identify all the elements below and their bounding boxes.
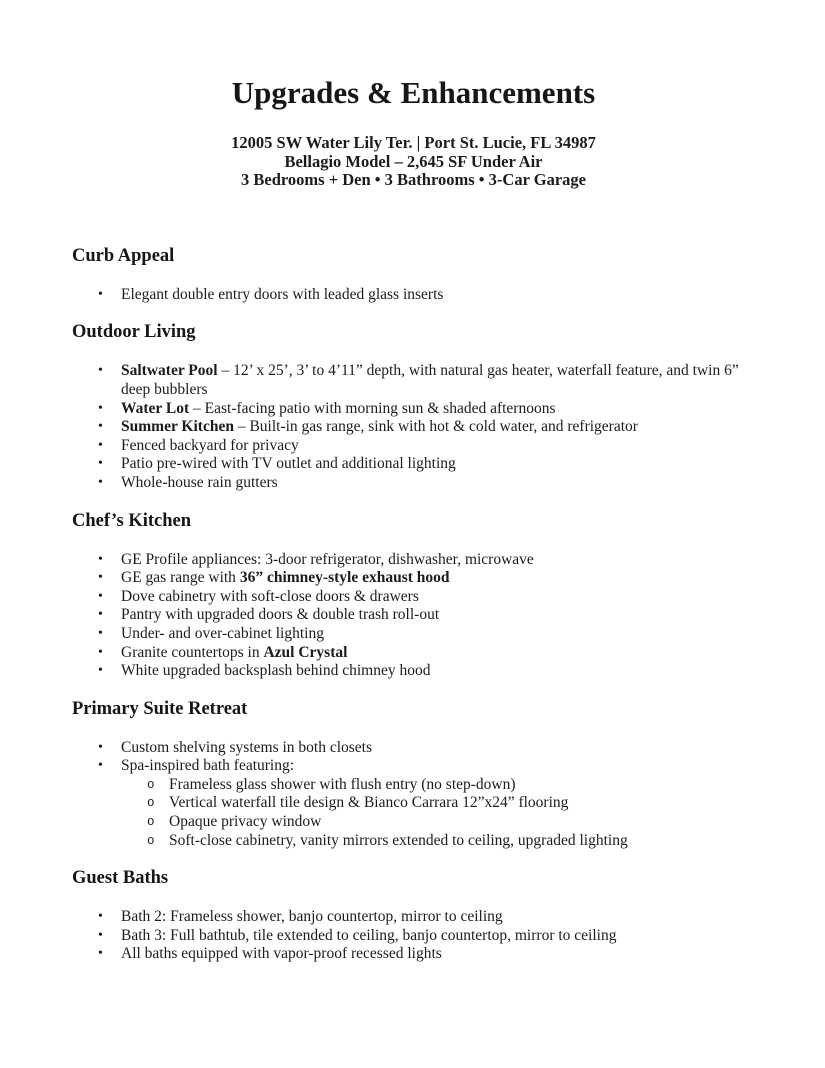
bullet-item xyxy=(72,644,755,663)
bullet-item xyxy=(72,832,755,851)
bullet-item xyxy=(72,757,755,776)
bullet-text xyxy=(121,908,503,925)
text-run: Bath 2: Frameless shower, banjo countertop, mirror to ceiling xyxy=(121,908,503,926)
bullet-dot-marker: • xyxy=(98,927,103,943)
bullet-dot-marker: • xyxy=(98,286,103,302)
bullet-text xyxy=(121,739,372,756)
bullet-text xyxy=(121,437,299,454)
bullet-dot-marker: • xyxy=(98,474,103,490)
bullet-item xyxy=(72,400,755,419)
bullet-circle-marker: o xyxy=(147,815,155,830)
text-run: Opaque privacy window xyxy=(169,813,322,831)
section xyxy=(72,868,755,964)
text-run: Bath 3: Full bathtub, tile extended to ceiling, banjo countertop, mirror to ceiling xyxy=(121,926,617,944)
bullet-item xyxy=(72,418,755,437)
bullet-circle-marker: o xyxy=(147,833,155,848)
bullet-text xyxy=(121,606,439,623)
bold-run: Azul Crystal xyxy=(263,643,348,661)
bullet-text xyxy=(169,794,568,811)
subtitle-line: 3 Bedrooms + Den • 3 Bathrooms • 3-Car Garage xyxy=(241,170,586,190)
bullet-item xyxy=(72,625,755,644)
bullet-dot-marker: • xyxy=(98,456,103,472)
bullet-dot-marker: • xyxy=(98,588,103,604)
bullet-text xyxy=(121,588,419,605)
text-run: – Built-in gas range, sink with hot & cold water, and refrigerator xyxy=(233,418,638,436)
text-run: Soft-close cabinetry, vanity mirrors extended to ceiling, upgraded lighting xyxy=(169,831,628,849)
bullet-dot-marker: • xyxy=(98,607,103,623)
bullet-dot-marker: • xyxy=(98,739,103,755)
bullet-text xyxy=(121,927,616,944)
section xyxy=(72,246,755,305)
bullet-dot-marker: • xyxy=(98,946,103,962)
bullet-text xyxy=(121,400,556,417)
bullet-text xyxy=(121,569,450,586)
bullet-circle-marker: o xyxy=(147,777,155,792)
subtitle-line: Bellagio Model – 2,645 SF Under Air xyxy=(284,151,543,171)
bullet-text xyxy=(121,418,638,435)
text-run: – 12’ x 25’, 3’ to 4’11” depth, with natural gas heater, waterfall feature, and twin 6” deep bubblers xyxy=(121,362,739,398)
bullet-dot-marker: • xyxy=(98,419,103,435)
bullet-dot-marker: • xyxy=(98,625,103,641)
section-heading: Outdoor Living xyxy=(72,322,196,343)
bullet-item xyxy=(72,551,755,570)
bullet-item xyxy=(72,588,755,607)
subtitle-line: 12005 SW Water Lily Ter. | Port St. Lucie, FL 34987 xyxy=(231,133,596,152)
section-heading: Curb Appeal xyxy=(72,245,175,266)
text-run: Custom shelving systems in both closets xyxy=(121,738,373,756)
bullet-text xyxy=(121,474,278,491)
bullet-text xyxy=(121,662,431,679)
text-run: Under- and over-cabinet lighting xyxy=(121,624,324,642)
bullet-list xyxy=(72,362,755,492)
bullet-text xyxy=(169,776,516,793)
bullet-item xyxy=(72,362,755,399)
bold-run: 36” chimney-style exhaust hood xyxy=(239,569,450,587)
bullet-dot-marker: • xyxy=(98,758,103,774)
text-run: Elegant double entry doors with leaded glass inserts xyxy=(121,285,444,303)
document-title: Upgrades & Enhancements xyxy=(231,75,596,110)
bullet-list xyxy=(72,739,755,851)
bullet-text xyxy=(169,813,321,830)
bullet-item xyxy=(72,776,755,795)
bullet-text xyxy=(121,625,324,642)
text-run: Whole-house rain gutters xyxy=(121,473,278,491)
bullet-item xyxy=(72,945,755,964)
bullet-dot-marker: • xyxy=(98,363,103,379)
section xyxy=(72,511,755,681)
bullet-dot-marker: • xyxy=(98,400,103,416)
bullet-list xyxy=(72,286,755,305)
section xyxy=(72,699,755,851)
sections-container xyxy=(72,246,755,964)
bold-run: Water Lot xyxy=(121,399,190,417)
bullet-dot-marker: • xyxy=(98,570,103,586)
text-run: Vertical waterfall tile design & Bianco Carrara 12”x24” flooring xyxy=(169,794,569,812)
document-subtitle xyxy=(72,134,755,190)
bullet-item xyxy=(72,474,755,493)
text-run: Spa-inspired bath featuring: xyxy=(121,757,295,775)
text-run: White upgraded backsplash behind chimney hood xyxy=(121,662,431,680)
bullet-list xyxy=(72,551,755,681)
bullet-item xyxy=(72,794,755,813)
text-run: GE Profile appliances: 3-door refrigerator, dishwasher, microwave xyxy=(121,550,534,568)
bullet-circle-marker: o xyxy=(147,796,155,811)
bullet-item xyxy=(72,455,755,474)
bullet-text xyxy=(121,757,294,774)
bullet-item xyxy=(72,662,755,681)
bullet-text xyxy=(121,551,534,568)
bullet-item xyxy=(72,437,755,456)
bullet-dot-marker: • xyxy=(98,909,103,925)
text-run: Dove cabinetry with soft-close doors & drawers xyxy=(121,587,419,605)
bullet-list xyxy=(72,908,755,964)
bullet-item xyxy=(72,569,755,588)
bullet-dot-marker: • xyxy=(98,437,103,453)
text-run: Pantry with upgraded doors & double trash roll-out xyxy=(121,606,440,624)
bullet-text xyxy=(169,832,628,849)
section-heading: Primary Suite Retreat xyxy=(72,698,248,719)
bullet-item xyxy=(72,908,755,927)
section-heading: Chef’s Kitchen xyxy=(72,510,192,531)
text-run: Granite countertops in xyxy=(121,643,264,661)
text-run: GE gas range with xyxy=(121,569,240,587)
bullet-dot-marker: • xyxy=(98,644,103,660)
bullet-text xyxy=(121,455,456,472)
text-run: Patio pre-wired with TV outlet and additional lighting xyxy=(121,455,456,473)
bullet-text xyxy=(121,286,443,303)
text-run: Frameless glass shower with flush entry (no step-down) xyxy=(169,775,516,793)
section-heading: Guest Baths xyxy=(72,868,169,889)
bullet-text xyxy=(121,644,347,661)
bold-run: Summer Kitchen xyxy=(121,418,234,436)
bullet-item xyxy=(72,606,755,625)
bold-run: Saltwater Pool xyxy=(121,362,218,380)
bullet-item xyxy=(72,927,755,946)
text-run: – East-facing patio with morning sun & shaded afternoons xyxy=(189,399,556,417)
bullet-item xyxy=(72,739,755,758)
bullet-item xyxy=(72,813,755,832)
section xyxy=(72,322,755,492)
bullet-text xyxy=(121,945,442,962)
bullet-text xyxy=(121,362,739,398)
bullet-dot-marker: • xyxy=(98,663,103,679)
bullet-item xyxy=(72,286,755,305)
text-run: Fenced backyard for privacy xyxy=(121,436,299,454)
bullet-dot-marker: • xyxy=(98,551,103,567)
text-run: All baths equipped with vapor-proof recessed lights xyxy=(121,945,442,963)
